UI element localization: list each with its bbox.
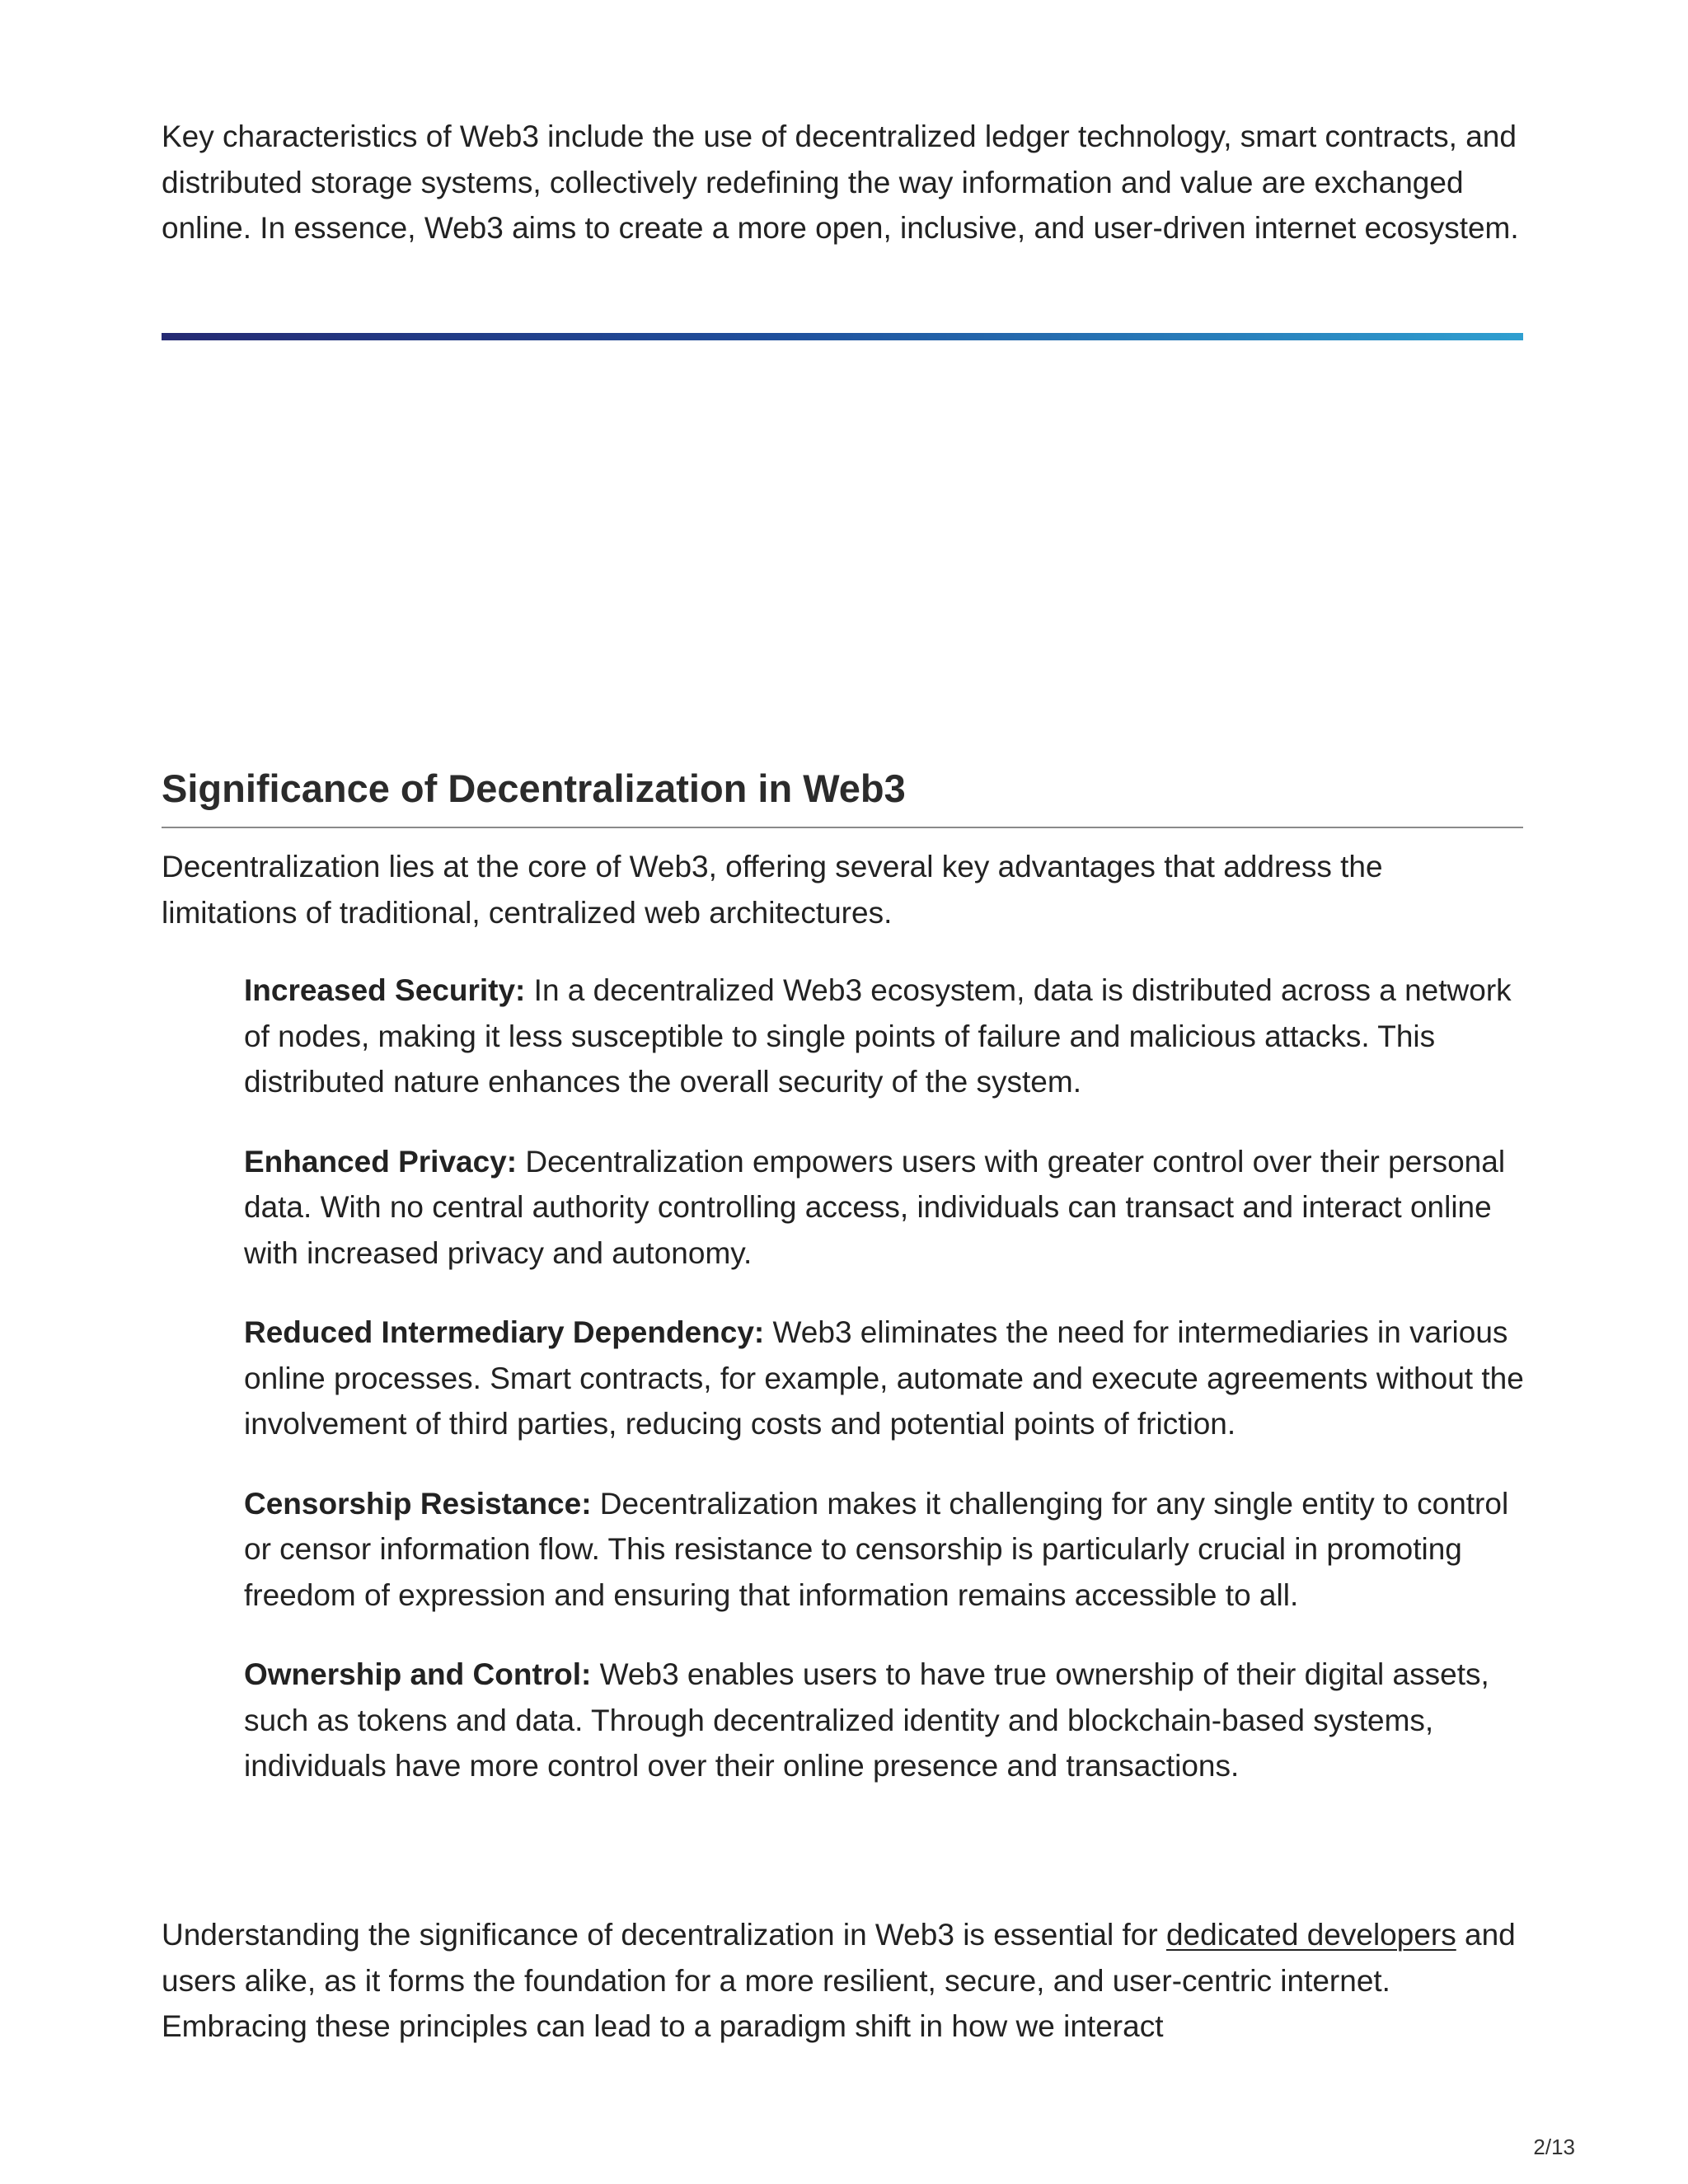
dedicated-developers-link[interactable]: dedicated developers xyxy=(1165,1918,1456,1952)
closing-paragraph xyxy=(162,1912,1522,2050)
list-item-text: Decentralization makes it challenging for any single entity to control or censor information flow. This resistance to censorship is particularly crucial in promoting freedom of expression and ensuring that information remains accessible to all. xyxy=(244,1486,1509,1612)
list-item-text: Web3 eliminates the need for intermediaries in various online processes. Smart contracts, for example, automate and execute agreements without the involvement of third parties, reducing costs and potential points of friction. xyxy=(244,1315,1524,1441)
list-item xyxy=(244,968,1526,1105)
lead-paragraph: Decentralization lies at the core of Web3, offering several key advantages that address the limitations of traditional, centralized web architectures. xyxy=(162,850,1383,930)
closing-text-after: and users alike, as it forms the foundation for a more resilient, secure, and user-centric internet. Embracing these principles can lead to a paradigm shift in how we interact xyxy=(162,1918,1516,2043)
list-item-term: Ownership and Control: xyxy=(244,1657,592,1691)
list-item-term: Censorship Resistance: xyxy=(244,1486,592,1521)
list-item xyxy=(244,1652,1526,1789)
list-item xyxy=(244,1481,1526,1619)
page-number: 2/13 xyxy=(1533,2135,1575,2159)
list-item-term: Reduced Intermediary Dependency: xyxy=(244,1315,765,1349)
section-divider xyxy=(162,333,1523,340)
list-item xyxy=(244,1310,1526,1447)
list-item-text: In a decentralized Web3 ecosystem, data is distributed across a network of nodes, making it less susceptible to single points of failure and malicious attacks. This distributed nature enhances the overall security of the system. xyxy=(244,973,1512,1099)
list-item xyxy=(244,1139,1526,1277)
intro-paragraph: Key characteristics of Web3 include the use of decentralized ledger technology, smart contracts, and distributed storage systems, collectively redefining the way information and value are exchanged online. In essence, Web3 aims to create a more open, inclusive, and user-driven internet ecosystem. xyxy=(162,120,1519,245)
closing-text-before: Understanding the significance of decentralization in Web3 is essential for xyxy=(162,1918,1166,1952)
list-item-text: Decentralization empowers users with greater control over their personal data. With no central authority controlling access, individuals can transact and interact online with increased privacy and autonomy. xyxy=(244,1144,1506,1270)
list-item-term: Enhanced Privacy: xyxy=(244,1144,518,1179)
list-item-term: Increased Security: xyxy=(244,973,526,1007)
advantages-list xyxy=(244,968,1526,1823)
list-item-text: Web3 enables users to have true ownership of their digital assets, such as tokens and data. Through decentralized identity and blockchain-based systems, individuals have more control over their online presence and transactions. xyxy=(244,1657,1489,1783)
heading-underline xyxy=(162,827,1523,828)
section-heading: Significance of Decentralization in Web3 xyxy=(162,766,906,810)
